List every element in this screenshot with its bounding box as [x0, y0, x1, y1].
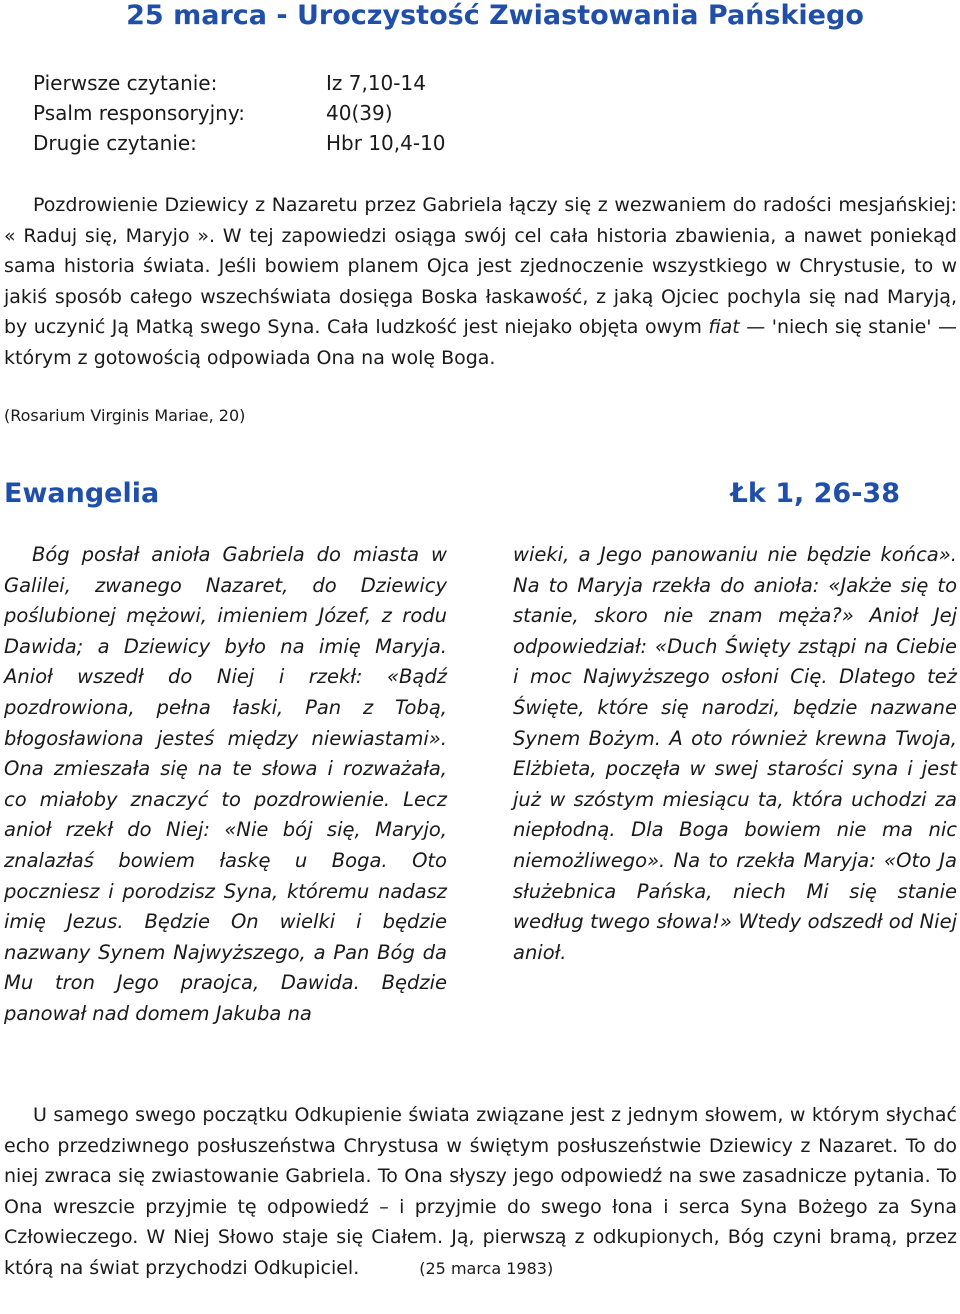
reading-reference: Hbr 10,4-10 [326, 131, 446, 155]
reading-row-first [33, 68, 446, 98]
intro-italic-word: fiat [708, 316, 740, 339]
gospel-text-column-left: Bóg posłał anioła Gabriela do miasta w Galilei, zwanego Nazaret, do Dziewicy poślubionej mężowi, imieniem Józef, z rodu Dawida; a Dziewicy było na imię Maryja. Anioł wszedł do Niej i rzekł: «Bądź pozdrowiona, pełna łaski, Pan z Tobą, błogosławiona jesteś między niewiastami». Ona zmieszała się na te słowa i rozważała, co miałoby znaczyć to pozdrowienie. Lecz anioł rzekł do Niej: «Nie bój się, Maryjo, znalazłaś bowiem łaskę u Boga. Oto poczniesz i porodzisz Syna, któremu nadasz imię Jezus. Będzie On wielki i będzie nazwany Synem Najwyższego, a Pan Bóg da Mu tron Jego praojca, Dawida. Będzie panował nad domem Jakuba na [4, 543, 447, 1025]
readings-list [33, 68, 446, 158]
reading-row-second [33, 128, 446, 158]
page-title: 25 marca - Uroczystość Zwiastowania Pańskiego [126, 0, 864, 31]
closing-date: (25 marca 1983) [419, 1258, 554, 1278]
reading-row-psalm [33, 98, 446, 128]
gospel-text-column-right: wieki, a Jego panowaniu nie będzie końca». Na to Maryja rzekła do anioła: «Jakże się to stanie, skoro nie znam męża?» Anioł Jej odpowiedział: «Duch Święty zstąpi na Ciebie i moc Najwyższego osłoni Cię. Dlatego też Święte, które się narodzi, będzie nazwane Synem Bożym. A oto również krewna Twoja, Elżbieta, poczęła w swej starości syna i jest już w szóstym miesiącu ta, która uchodzi za niepłodną. Dla Boga bowiem nie ma nic niemożliwego». Na to rzekła Maryja: «Oto Ja służebnica Pańska, niech Mi się stanie według twego słowa!» Wtedy odszedł od Niej anioł. [513, 543, 957, 964]
intro-paragraph [4, 190, 957, 374]
reading-label: Pierwsze czytanie: [33, 71, 218, 95]
reading-label: Psalm responsoryjny: [33, 101, 245, 125]
reading-label: Drugie czytanie: [33, 131, 197, 155]
gospel-reference: Łk 1, 26-38 [730, 478, 900, 509]
intro-text-end: — 'niech się stanie' — którym z gotowością odpowiada Ona na wolę Boga. [4, 316, 958, 369]
closing-text: U samego swego początku Odkupienie świata związane jest z jednym słowem, w którym słychać echo przedziwnego posłuszeństwa Chrystusa w świętym posłuszeństwie Dziewicy z Nazaret. To do niej zwraca się zwiastowanie Gabriela. To Ona słyszy jego odpowiedź na swe zasadnicze pytania. To Ona wreszcie przyjmie tę odpowiedź – i przyjmie do swego łona i serca Syna Bożego za Syna Człowieczego. W Niej Słowo staje się Ciałem. Ją, pierwszą z odkupionych, Bóg czyni bramą, przez którą na świat przychodzi Odkupiciel. [4, 1104, 957, 1279]
intro-text-start: Pozdrowienie Dziewicy z Nazaretu przez Gabriela łączy się z wezwaniem do radości mesjańskiej: « Raduj się, Maryjo ». W tej zapowiedzi osiąga swój cel cała historia zbawienia, a nawet poniekąd sama historia świata. Jeśli bowiem planem Ojca jest zjednoczenie wszystkiego w Chrystusie, to w jakiś sposób całego wszechświata dosięga Boska łaskawość, z jaką Ojciec pochyla się nad Maryją, by uczynić Ją Matką swego Syna. Cała ludzkość jest niejako objęta owym [4, 194, 957, 339]
reading-reference: Iz 7,10-14 [326, 71, 426, 95]
closing-paragraph [4, 1100, 957, 1285]
reading-reference: 40(39) [326, 101, 393, 125]
gospel-heading: Ewangelia [4, 478, 160, 509]
intro-source-citation: (Rosarium Virginis Mariae, 20) [4, 406, 246, 425]
